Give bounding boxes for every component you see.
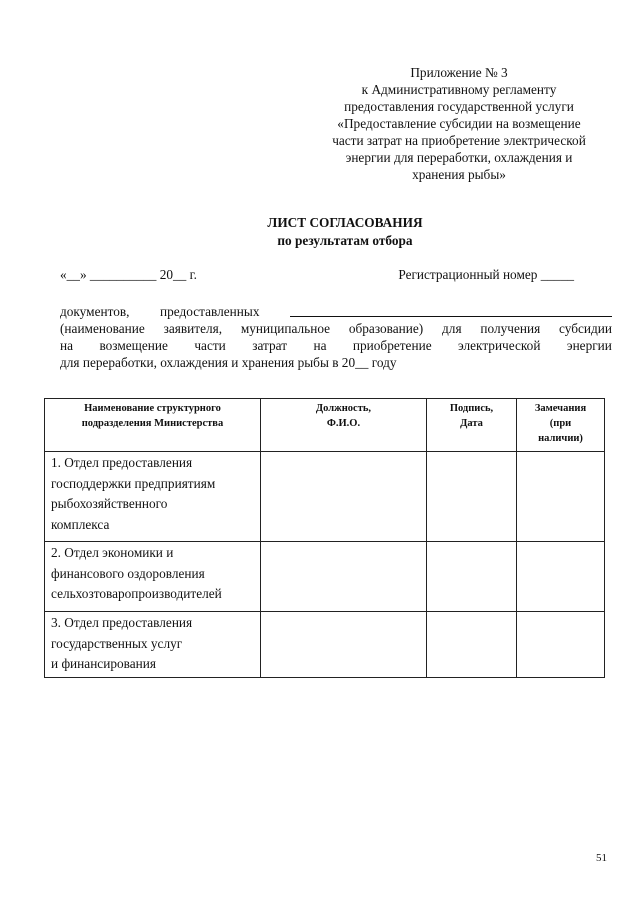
- paragraph-line-4: для переработки, охлаждения и хранения рыбы в 20__ году: [60, 355, 397, 370]
- table-row: [45, 612, 605, 678]
- header-position: Должность, Ф.И.О.: [261, 399, 427, 452]
- table-row: [45, 542, 605, 612]
- paragraph-word: (наименование: [60, 321, 145, 336]
- appendix-line: части затрат на приобретение электрической: [332, 133, 586, 148]
- paragraph-word: возмещение: [99, 338, 168, 353]
- department-cell: 1. Отдел предоставления господдержки предприятиям рыбохозяйственного комплекса: [45, 452, 261, 542]
- approval-table: [44, 398, 605, 678]
- paragraph-word: приобретение: [352, 338, 432, 353]
- position-cell[interactable]: [261, 542, 427, 612]
- remarks-cell[interactable]: [517, 612, 605, 678]
- header-department: Наименование структурного подразделения Министерства: [45, 399, 261, 452]
- paragraph-word: заявителя,: [163, 321, 223, 336]
- paragraph-word: предоставленных: [160, 304, 260, 319]
- date-field: «__» __________ 20__ г.: [60, 267, 197, 282]
- paragraph-word: документов,: [60, 304, 130, 319]
- department-cell: 2. Отдел экономики и финансового оздоровления сельхозтоваропроизводителей: [45, 542, 261, 612]
- paragraph-word: энергии: [566, 338, 612, 353]
- title-main: ЛИСТ СОГЛАСОВАНИЯ: [267, 215, 423, 230]
- paragraph-line-1: [60, 303, 612, 320]
- position-cell[interactable]: [261, 452, 427, 542]
- paragraph-word: муниципальное: [240, 321, 331, 336]
- paragraph-word: для: [442, 321, 462, 336]
- documents-paragraph: [60, 303, 612, 371]
- appendix-line: к Административному регламенту: [361, 82, 557, 97]
- table-header-row: [45, 399, 605, 452]
- remarks-cell[interactable]: [517, 452, 605, 542]
- header-signature: Подпись, Дата: [427, 399, 517, 452]
- paragraph-word: на: [313, 338, 327, 353]
- paragraph-line-2: [60, 320, 612, 337]
- appendix-line: «Предоставление субсидии на возмещение: [337, 116, 581, 131]
- paragraph-word: части: [194, 338, 226, 353]
- registration-number: Регистрационный номер _____: [398, 267, 574, 282]
- signature-cell[interactable]: [427, 612, 517, 678]
- appendix-line: Приложение № 3: [410, 65, 508, 80]
- document-title: [0, 214, 640, 250]
- paragraph-word: электрической: [458, 338, 541, 353]
- appendix-line: хранения рыбы»: [412, 167, 506, 182]
- paragraph-word: затрат: [252, 338, 288, 353]
- title-sub: по результатам отбора: [277, 233, 413, 248]
- table-row: [45, 452, 605, 542]
- paragraph-word: образование): [348, 321, 424, 336]
- paragraph-line-3: [60, 337, 612, 354]
- appendix-line: энергии для переработки, охлаждения и: [345, 150, 573, 165]
- position-cell[interactable]: [261, 612, 427, 678]
- paragraph-word: субсидии: [559, 321, 612, 336]
- remarks-cell[interactable]: [517, 542, 605, 612]
- header-remarks: Замечания (при наличии): [517, 399, 605, 452]
- signature-cell[interactable]: [427, 452, 517, 542]
- signature-cell[interactable]: [427, 542, 517, 612]
- department-cell: 3. Отдел предоставления государственных услуг и финансирования: [45, 612, 261, 678]
- applicant-blank-line: [290, 303, 612, 317]
- appendix-line: предоставления государственной услуги: [344, 99, 574, 114]
- appendix-header: [300, 64, 618, 183]
- page-number: 51: [596, 852, 607, 864]
- date-line: [60, 267, 608, 283]
- paragraph-word: на: [60, 338, 74, 353]
- paragraph-word: получения: [480, 321, 541, 336]
